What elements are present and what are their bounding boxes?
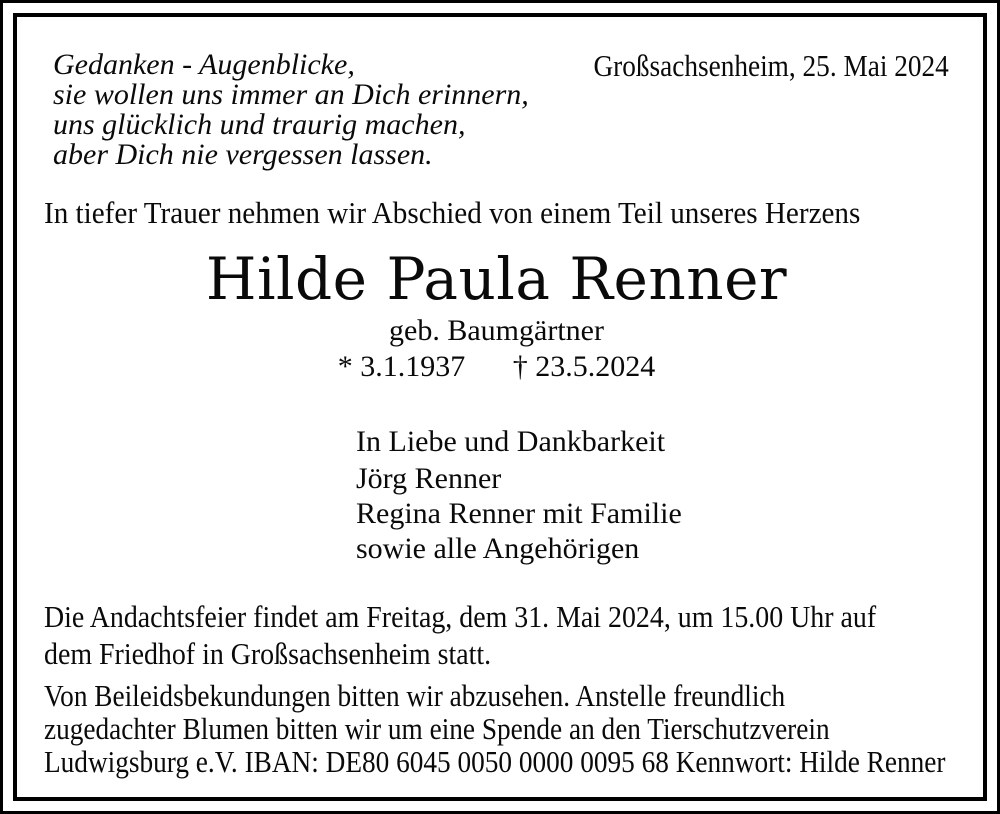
intro-line (44, 196, 949, 230)
death-date: † 23.5.2024 (512, 350, 656, 383)
condolence-line-text: Von Beileidsbekundungen bitten wir abzusehen. Anstelle freundlich (44, 678, 786, 713)
header-row (44, 50, 949, 170)
place-date-text: Großsachsenheim, 25. Mai 2024 (593, 48, 949, 83)
poem-line: Gedanken - Augenblicke, (53, 48, 355, 81)
mourner-name: Regina Renner mit Familie (356, 497, 682, 530)
poem-line: sie wollen uns immer an Dich erinnern, (53, 78, 529, 111)
poem-line: aber Dich nie vergessen lassen. (53, 138, 433, 171)
poem-line: uns glücklich und traurig machen, (53, 108, 466, 141)
intro-text: In tiefer Trauer nehmen wir Abschied von einem Teil unseres Herzens (44, 195, 861, 230)
condolence-line-text: zugedachter Blumen bitten wir um eine Spende an den Tierschutzverein (44, 711, 830, 746)
service-line-text: dem Friedhof in Großsachsenheim statt. (44, 636, 492, 671)
condolence-line-text: Ludwigsburg e.V. IBAN: DE80 6045 0050 0000 0095 68 Kennwort: Hilde Renner (44, 744, 946, 779)
condolence-line (44, 679, 949, 712)
mourner-name: Jörg Renner (356, 462, 502, 495)
deceased-name: Hilde Paula Renner (205, 245, 788, 313)
condolence-paragraph (44, 679, 949, 778)
maiden-name: geb. Baumgärtner (389, 314, 604, 347)
place-date-line (545, 50, 949, 82)
mourners-block (356, 424, 949, 566)
service-paragraph (44, 598, 949, 672)
inner-frame (13, 13, 987, 801)
service-line (44, 598, 949, 635)
mourner-name: sowie alle Angehörigen (356, 532, 640, 565)
life-dates-line (44, 352, 949, 382)
condolence-line (44, 745, 949, 778)
service-line-text: Die Andachtsfeier findet am Freitag, dem 31. Mai 2024, um 15.00 Uhr auf (44, 599, 877, 634)
service-line (44, 635, 949, 672)
mourners-lead: In Liebe und Dankbarkeit (356, 425, 666, 458)
memorial-poem (53, 50, 529, 170)
birth-date: * 3.1.1937 (337, 350, 466, 383)
condolence-line (44, 712, 949, 745)
